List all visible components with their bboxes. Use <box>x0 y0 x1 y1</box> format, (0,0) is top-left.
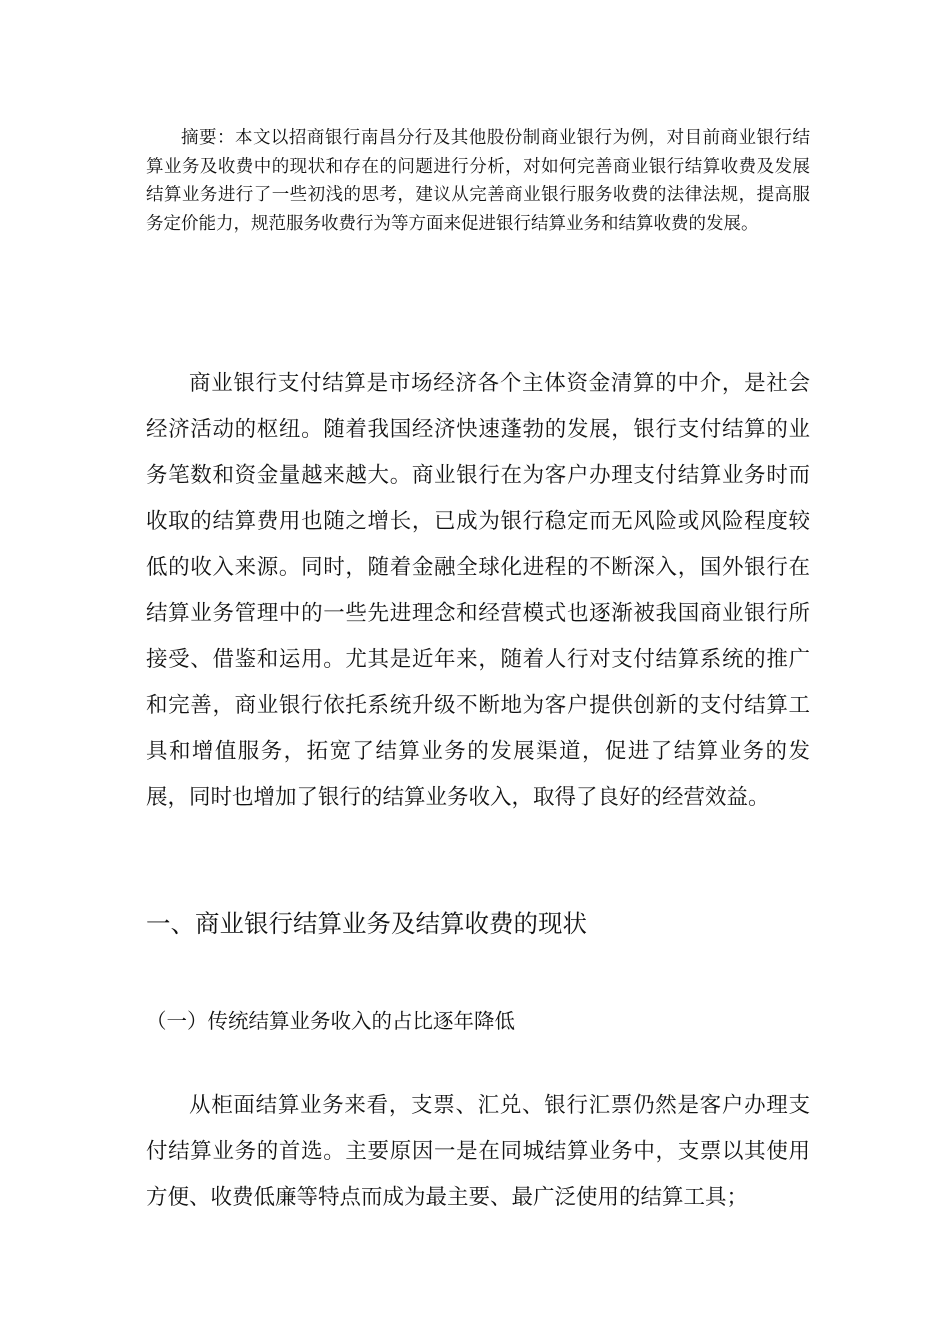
body-paragraph-1: 商业银行支付结算是市场经济各个主体资金清算的中介，是社会经济活动的枢纽。随着我国经济快速蓬勃的发展，银行支付结算的业务笔数和资金量越来越大。商业银行在为客户办理支付结算业务时而收取的结算费用也随之增长，已成为银行稳定而无风险或风险程度较低的收入来源。同时，随着金融全球化进程的不断深入，国外银行在结算业务管理中的一些先进理念和经营模式也逐渐被我国商业银行所接受、借鉴和运用。尤其是近年来，随着人行对支付结算系统的推广和完善，商业银行依托系统升级不断地为客户提供创新的支付结算工具和增值服务，拓宽了结算业务的发展渠道，促进了结算业务的发展，同时也增加了银行的结算业务收入，取得了良好的经营效益。 <box>146 371 810 810</box>
section-heading: 一、商业银行结算业务及结算收费的现状 <box>146 909 587 938</box>
body-paragraph-2: 从柜面结算业务来看，支票、汇兑、银行汇票仍然是客户办理支付结算业务的首选。主要原因一是在同城结算业务中，支票以其使用方便、收费低廉等特点而成为最主要、最广泛使用的结算工具； <box>146 1093 810 1210</box>
abstract-paragraph: 摘要：本文以招商银行南昌分行及其他股份制商业银行为例，对目前商业银行结算业务及收费中的现状和存在的问题进行分析，对如何完善商业银行结算收费及发展结算业务进行了一些初浅的思考，建议从完善商业银行服务收费的法律法规，提高服务定价能力，规范服务收费行为等方面来促进银行结算业务和结算收费的发展。 <box>146 128 810 234</box>
subsection-heading: （一）传统结算业务收入的占比逐年降低 <box>146 1009 515 1033</box>
